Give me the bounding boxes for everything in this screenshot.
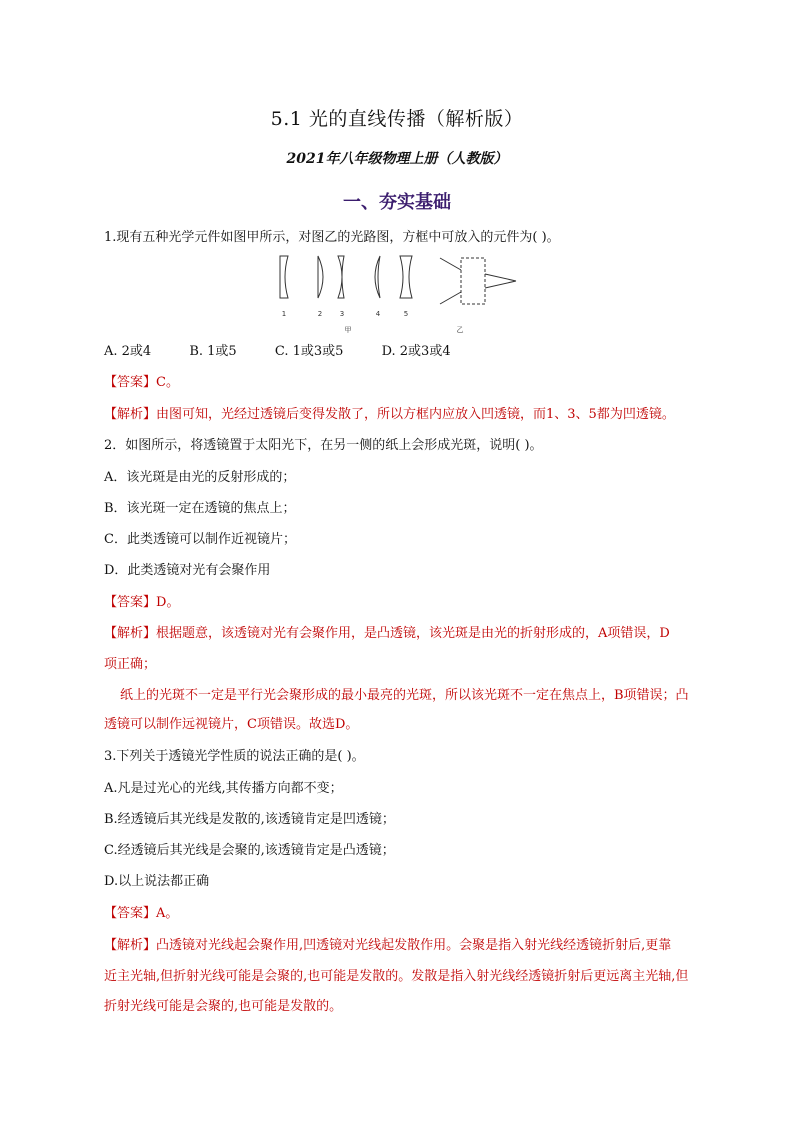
q1-option-c: C. 1或3或5 (274, 344, 344, 359)
q2-analysis-line1 (104, 625, 670, 643)
q3-analysis-line1 (104, 937, 671, 955)
document-title: 5.1 光的直线传播（解析版） (270, 108, 524, 130)
q3-option-b: B.经透镜后其光线是发散的,该透镜肯定是凹透镜； (104, 812, 395, 827)
lens-5-shape (400, 256, 412, 298)
q2-analysis-tag: 【解析】 (104, 626, 157, 641)
q3-stem: 3.下列关于透镜光学性质的说法正确的是( )。 (104, 749, 365, 764)
lens-1-shape (280, 256, 288, 298)
q2-answer (104, 594, 179, 612)
figure-caption-left: 甲 (344, 326, 352, 334)
q2-option-a: A．该光斑是由光的反射形成的； (104, 470, 296, 485)
lens-2-shape (318, 256, 323, 298)
q2-option-d: D．此类透镜对光有会聚作用 (104, 563, 271, 578)
q2-answer-value: D。 (156, 595, 180, 610)
lens-3-shape (338, 256, 344, 298)
q3-analysis-tag: 【解析】 (104, 938, 157, 953)
q1-option-a: A. 2或4 (104, 344, 152, 359)
q1-option-b: B. 1或5 (189, 344, 237, 359)
lens-4-shape (375, 256, 380, 298)
q1-analysis (104, 406, 675, 424)
q2-analysis-line4: 透镜可以制作远视镜片，C项错误。故选D。 (104, 717, 359, 732)
q1-stem: 1.现有五种光学元件如图甲所示，对图乙的光路图，方框中可放入的元件为( )。 (104, 230, 560, 245)
lens-label-3: 3 (339, 310, 345, 318)
q3-analysis-line3: 折射光线可能是会聚的,也可能是发散的。 (104, 999, 343, 1014)
incident-ray-top (440, 258, 461, 270)
q3-option-c: C.经透镜后其光线是会聚的,该透镜肯定是凸透镜； (104, 843, 395, 858)
q3-answer-tag: 【答案】 (104, 906, 157, 921)
q3-option-d: D.以上说法都正确 (104, 874, 210, 889)
q2-answer-tag: 【答案】 (104, 595, 157, 610)
q3-answer (104, 905, 178, 923)
q2-option-b: B．该光斑一定在透镜的焦点上； (104, 501, 296, 516)
q3-option-a: A.凡是过光心的光线,其传播方向都不变； (104, 781, 343, 796)
lens-figure (270, 250, 540, 340)
lens-label-4: 4 (375, 310, 381, 318)
q2-analysis-line2: 项正确； (104, 657, 157, 672)
lens-label-5: 5 (403, 310, 409, 318)
q1-answer (104, 374, 179, 392)
section-heading: 一、夯实基础 (343, 192, 451, 213)
q3-analysis-text-1: 凸透镜对光线起会聚作用,凹透镜对光线起发散作用。会聚是指入射光线经透镜折射后,更靠 (156, 938, 672, 953)
q1-option-d: D. 2或3或4 (381, 344, 451, 359)
refracted-ray-top (485, 274, 516, 281)
q1-analysis-text: 由图可知，光经过透镜后变得发散了，所以方框内应放入凹透镜，而1、3、5都为凹透镜。 (156, 407, 675, 422)
refracted-ray-bottom (485, 281, 516, 288)
lens-label-2: 2 (317, 310, 323, 318)
figure-caption-right: 乙 (456, 326, 464, 334)
q2-analysis-text-1: 根据题意，该透镜对光有会聚作用，是凸透镜，该光斑是由光的折射形成的，A项错误，D (156, 626, 670, 641)
q2-analysis-line3: 纸上的光斑不一定是平行光会聚形成的最小最亮的光斑，所以该光斑不一定在焦点上，B项错误；凸 (120, 688, 689, 703)
q1-options (104, 343, 485, 361)
lens-label-1: 1 (281, 310, 287, 318)
q1-answer-tag: 【答案】 (104, 375, 157, 390)
document-subtitle: 2021年八年级物理上册（人教版） (286, 151, 508, 167)
q2-option-c: C．此类透镜可以制作近视镜片； (104, 532, 296, 547)
q1-answer-value: C。 (156, 375, 179, 390)
q1-analysis-tag: 【解析】 (104, 407, 157, 422)
unknown-element-box (461, 258, 485, 304)
incident-ray-bottom (440, 292, 461, 304)
q2-stem: 2．如图所示，将透镜置于太阳光下，在另一侧的纸上会形成光斑，说明( )。 (104, 438, 543, 453)
q3-analysis-line2: 近主光轴,但折射光线可能是会聚的,也可能是发散的。发散是指入射光线经透镜折射后更远离主光轴,但 (104, 969, 689, 984)
q3-answer-value: A。 (156, 906, 179, 921)
